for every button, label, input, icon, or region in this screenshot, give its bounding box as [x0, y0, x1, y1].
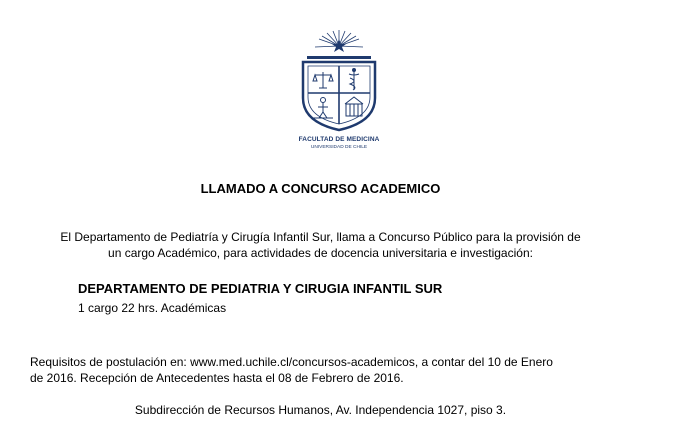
requirements-paragraph — [30, 354, 630, 386]
subdireccion-address: Subdirección de Recursos Humanos, Av. Independencia 1027, piso 3. — [134, 403, 507, 417]
intro-paragraph — [0, 229, 641, 261]
logo-faculty-name: FACULTAD DE MEDICINA — [298, 136, 380, 143]
logo-university-name: UNIVERSIDAD DE CHILE — [310, 145, 368, 150]
requirements-line: de 2016. Recepción de Antecedentes hasta el 08 de Febrero de 2016. — [30, 371, 404, 385]
document-title: LLAMADO A CONCURSO ACADEMICO — [200, 181, 441, 196]
faculty-logo — [277, 26, 401, 166]
intro-line: un cargo Académico, para actividades de docencia universitaria e investigación: — [108, 246, 533, 260]
intro-line: El Departamento de Pediatría y Cirugía Infantil Sur, llama a Concurso Público para la provisión de — [60, 230, 581, 244]
requirements-line: Requisitos de postulación en: www.med.uchile.cl/concursos-academicos, a contar del 10 de Enero — [30, 355, 553, 369]
department-heading: DEPARTAMENTO DE PEDIATRIA Y CIRUGIA INFANTIL SUR — [78, 281, 443, 296]
position-description: 1 cargo 22 hrs. Académicas — [78, 301, 227, 315]
coat-of-arms-icon — [277, 26, 401, 134]
